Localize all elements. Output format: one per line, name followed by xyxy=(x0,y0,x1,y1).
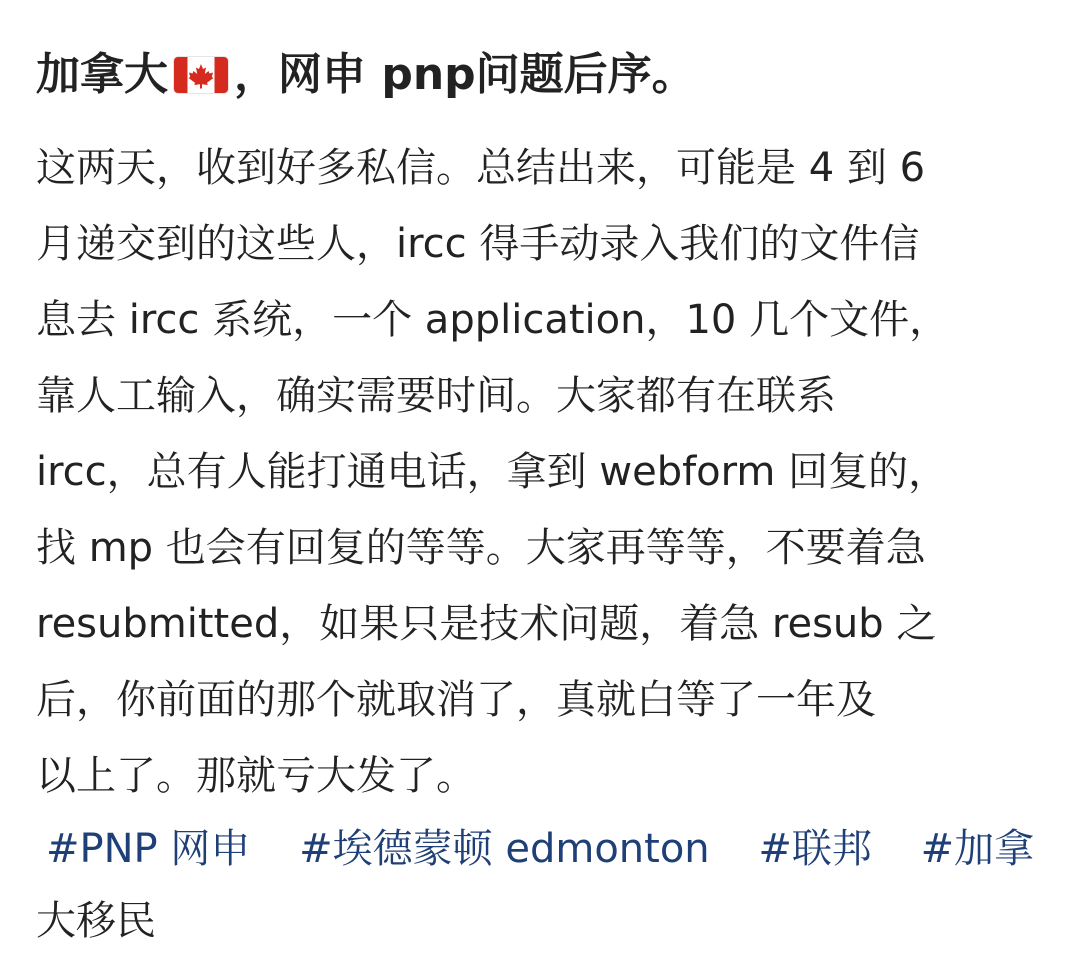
body-line: 靠人工输入，确实需要时间。大家都有在联系 xyxy=(36,373,836,419)
body-line: 这两天，收到好多私信。总结出来，可能是 4 到 6 xyxy=(36,145,926,191)
canada-flag-icon xyxy=(174,57,228,93)
post-title xyxy=(36,40,1051,110)
hashtag-federal[interactable]: #联邦 xyxy=(758,826,872,872)
hashtag-canada-immigration-cont[interactable]: 大移民 xyxy=(36,898,156,944)
body-line: 息去 ircc 系统，一个 application，10 几个文件， xyxy=(36,297,950,343)
body-line: resubmitted，如果只是技术问题，着急 resub 之 xyxy=(36,601,937,647)
body-line: ircc，总有人能打通电话，拿到 webform 回复的， xyxy=(36,449,949,495)
hashtag-list xyxy=(36,814,1051,958)
body-line: 月递交到的这些人，ircc 得手动录入我们的文件信 xyxy=(36,221,920,267)
post-content xyxy=(36,40,1051,958)
hashtag-canada-immigration[interactable]: #加拿 xyxy=(920,826,1035,872)
body-line: 后，你前面的那个就取消了，真就白等了一年及 xyxy=(36,677,876,723)
post-title-part-1: 加拿大 xyxy=(36,49,168,100)
hashtag-row xyxy=(36,886,1051,958)
body-line: 找 mp 也会有回复的等等。大家再等等，不要着急 xyxy=(36,525,926,571)
hashtag-row xyxy=(36,814,1051,886)
hashtag-pnp[interactable]: #PNP 网申 xyxy=(46,826,251,872)
hashtag-edmonton[interactable]: #埃德蒙顿 edmonton xyxy=(299,826,710,872)
body-line: 以上了。那就亏大发了。 xyxy=(36,753,476,799)
post-body xyxy=(36,130,1051,814)
post-title-part-2: ，网申 pnp问题后序。 xyxy=(234,49,696,100)
